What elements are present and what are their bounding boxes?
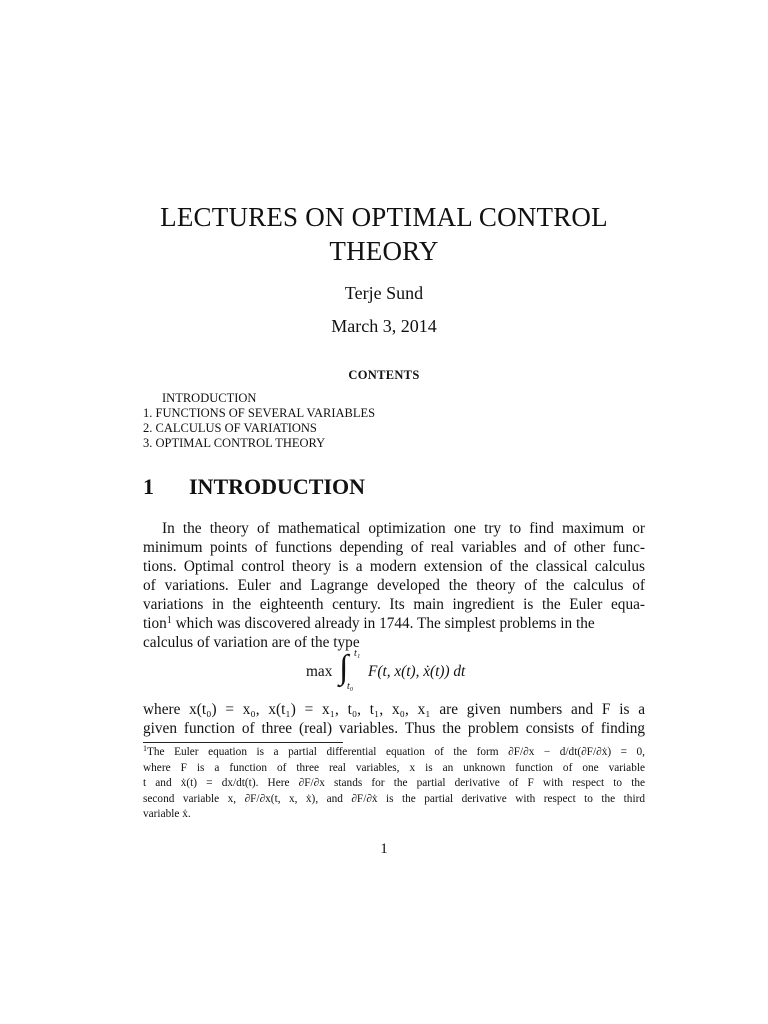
paragraph-line: given function of three (real) variables. Thus the problem consists of finding [143, 720, 645, 737]
footnote [143, 745, 645, 823]
footnote-separator [143, 742, 343, 743]
toc-item-number: 2. [143, 421, 153, 435]
integral-upper-limit: t₁ [354, 648, 361, 659]
toc-item-label: OPTIMAL CONTROL THEORY [155, 436, 326, 450]
toc-item [143, 436, 375, 451]
footnote-line: t and ẋ(t) = dx/dt(t). Here ∂F/∂x stands for the partial derivative of F with respect to the [143, 777, 645, 789]
footnote-line: variable ẋ. [143, 808, 191, 820]
equation-body [306, 650, 506, 696]
paragraph-line: calculus of variation are of the type [143, 634, 360, 651]
paragraph-continued [143, 700, 645, 738]
paragraph-introduction [143, 519, 645, 652]
paragraph-line-with-footnote [143, 614, 645, 633]
display-equation [0, 650, 768, 696]
integral-lower-limit: t₀ [347, 681, 354, 692]
footnote-line [143, 745, 645, 761]
paragraph-fragment: tion [143, 615, 167, 632]
toc-item-number: 3. [143, 436, 153, 450]
paragraph-line: tions. Optimal control theory is a modern extension of the classical calculus [143, 558, 645, 575]
equation-operator: max [306, 663, 333, 680]
footnote-text: The Euler equation is a partial differential equation of the form ∂F/∂x − d/dt(∂F/∂ẋ) = 0, [147, 746, 645, 758]
paragraph-line: of variations. Euler and Lagrange developed the theory of the calculus of [143, 577, 645, 594]
section-title: INTRODUCTION [189, 474, 366, 499]
section-number: 1 [143, 474, 154, 499]
section-heading [143, 474, 365, 500]
page-number: 1 [380, 841, 388, 857]
paragraph-line: In the theory of mathematical optimization one try to find maximum or [162, 520, 645, 537]
contents-heading: CONTENTS [348, 368, 420, 382]
equation-integrand: F(t, x(t), ẋ(t)) dt [368, 663, 466, 680]
paragraph-fragment: which was discovered already in 1744. The simplest problems in the [171, 615, 595, 632]
footnote-mark: 1 [143, 744, 147, 753]
document-date: March 3, 2014 [331, 316, 437, 336]
footnote-line: where F is a function of three real variables, x is an unknown function of one variable [143, 761, 645, 774]
footnote-reference[interactable]: 1 [166, 615, 172, 626]
toc-item-label: FUNCTIONS OF SEVERAL VARIABLES [155, 406, 376, 420]
toc-item [143, 421, 375, 436]
paragraph-line: minimum points of functions depending of real variables and of other func- [143, 539, 645, 556]
toc-item-label: INTRODUCTION [162, 391, 257, 405]
toc-item-number: 1. [143, 406, 153, 420]
paragraph-line: where x(t₀) = x₀, x(t₁) = x₁, t₀, t₁, x₀, x₁ are given numbers and F is a [143, 701, 645, 718]
title-line-1: LECTURES ON OPTIMAL CONTROL [160, 202, 608, 232]
title-line-2: THEORY [329, 236, 439, 266]
footnote-line: second variable x, ∂F/∂x(t, x, ẋ), and ∂F/∂ẋ is the partial derivative with respect to the third [143, 792, 645, 805]
toc-item-label: CALCULUS OF VARIATIONS [155, 421, 317, 435]
table-of-contents [143, 391, 375, 451]
toc-item [143, 391, 375, 406]
toc-item [143, 406, 375, 421]
author-name: Terje Sund [344, 283, 424, 303]
paragraph-line: variations in the eighteenth century. Its main ingredient is the Euler equa- [143, 596, 645, 613]
document-title [0, 200, 768, 268]
integral-sign-icon: ∫ [339, 649, 349, 686]
